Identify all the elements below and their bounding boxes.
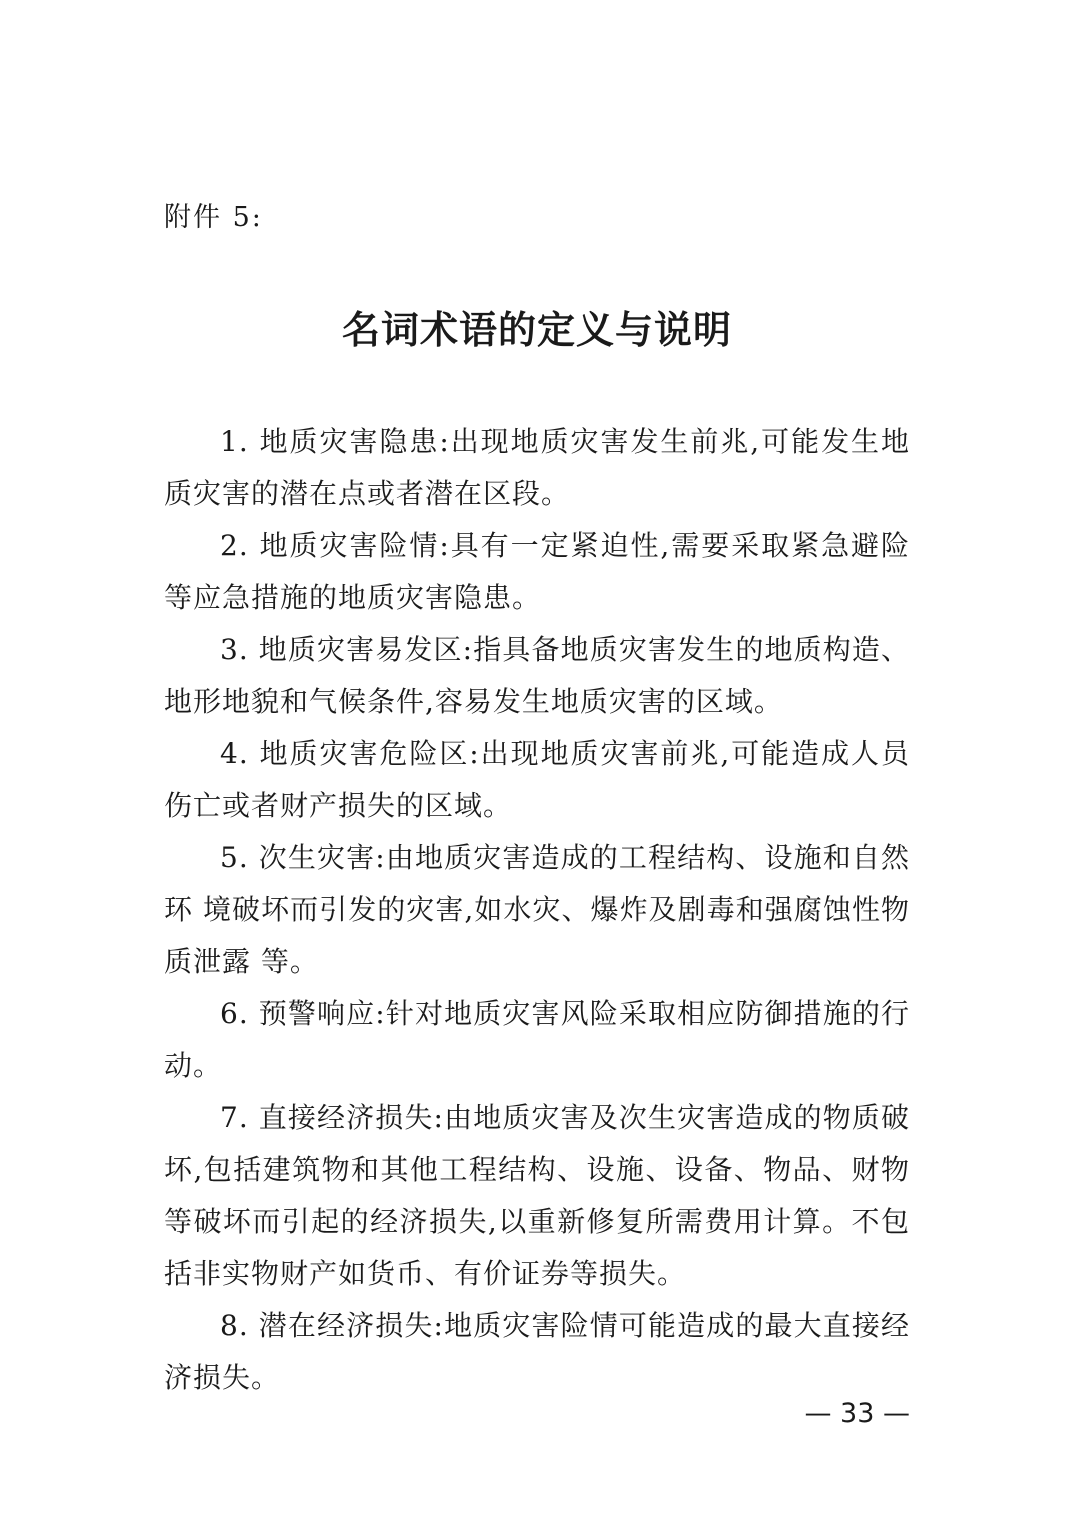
definition-item: 2. 地质灾害险情:具有一定紧迫性,需要采取紧急避险等应急措施的地质灾害隐患。: [164, 529, 910, 614]
definition-item: 6. 预警响应:针对地质灾害风险采取相应防御措施的行动。: [164, 997, 910, 1082]
definition-item: 4. 地质灾害危险区:出现地质灾害前兆,可能造成人员伤亡或者财产损失的区域。: [164, 737, 910, 822]
page-title: 名词术语的定义与说明: [341, 307, 732, 352]
definitions-list: [164, 416, 910, 1404]
definition-item: 7. 直接经济损失:由地质灾害及次生灾害造成的物质破坏,包括建筑物和其他工程结构、设施、设备、物品、财物等破坏而引起的经济损失,以重新修复所需费用计算。不包括非实物财产如货币、有价证券等损失。: [164, 1101, 910, 1290]
attachment-label: 附件 5:: [164, 202, 263, 233]
definition-item: 3. 地质灾害易发区:指具备地质灾害发生的地质构造、地形地貌和气候条件,容易发生地质灾害的区域。: [164, 633, 910, 718]
definition-item: 1. 地质灾害隐患:出现地质灾害发生前兆,可能发生地质灾害的潜在点或者潜在区段。: [164, 425, 910, 510]
page-number: — 33 —: [804, 1398, 910, 1429]
definition-item: 5. 次生灾害:由地质灾害造成的工程结构、设施和自然环 境破坏而引发的灾害,如水灾、爆炸及剧毒和强腐蚀性物质泄露 等。: [164, 841, 910, 978]
definition-item: 8. 潜在经济损失:地质灾害险情可能造成的最大直接经济损失。: [164, 1309, 910, 1394]
